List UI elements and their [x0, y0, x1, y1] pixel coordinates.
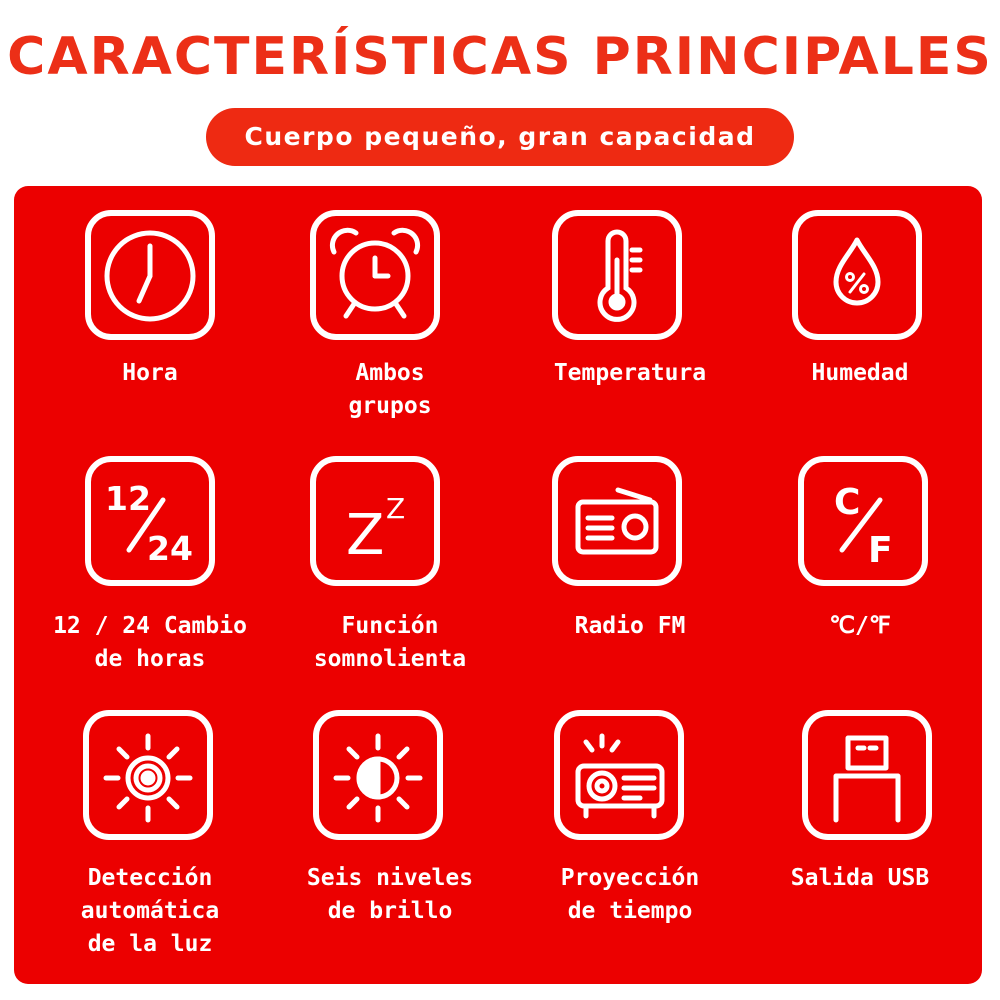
icon-text-24: 24: [147, 529, 193, 568]
radio-icon: [552, 456, 682, 586]
features-panel: [14, 186, 982, 984]
icon-text-f: F: [868, 530, 893, 571]
feature-label: ℃/℉: [829, 613, 891, 639]
projector-icon: [554, 710, 684, 840]
clock-icon: [85, 210, 215, 340]
feature-label: Temperatura: [553, 360, 707, 386]
icon-text-12: 12: [105, 479, 151, 518]
subtitle-banner: Cuerpo pequeño, gran capacidad: [206, 108, 794, 166]
feature-label: Humedad: [811, 360, 909, 386]
icon-text-c: C: [834, 482, 861, 523]
light-sensor-icon: [83, 710, 213, 840]
hour-format-icon: [85, 456, 215, 586]
brightness-icon: [313, 710, 443, 840]
icon-text-z-small: Z: [386, 492, 406, 525]
feature-label: Seis niveles de brillo: [306, 865, 474, 924]
feature-label: Salida USB: [790, 865, 930, 891]
icon-text-z-large: Z: [346, 503, 385, 568]
page-title: CARACTERÍSTICAS PRINCIPALES: [7, 27, 993, 87]
feature-label: 12 / 24 Cambio de horas: [53, 613, 247, 672]
feature-label: Detección automática de la luz: [80, 865, 220, 957]
humidity-drop-icon: [792, 210, 922, 340]
feature-label: Radio FM: [574, 613, 686, 639]
feature-label: Función somnolienta: [313, 613, 467, 672]
feature-label: Proyección de tiempo: [560, 865, 700, 924]
snooze-icon: [310, 456, 440, 586]
feature-label: Ambos grupos: [348, 360, 432, 419]
feature-label: Hora: [122, 360, 178, 386]
thermometer-icon: [552, 210, 682, 340]
usb-icon: [802, 710, 932, 840]
celsius-fahrenheit-icon: [798, 456, 928, 586]
alarm-clock-icon: [310, 210, 440, 340]
